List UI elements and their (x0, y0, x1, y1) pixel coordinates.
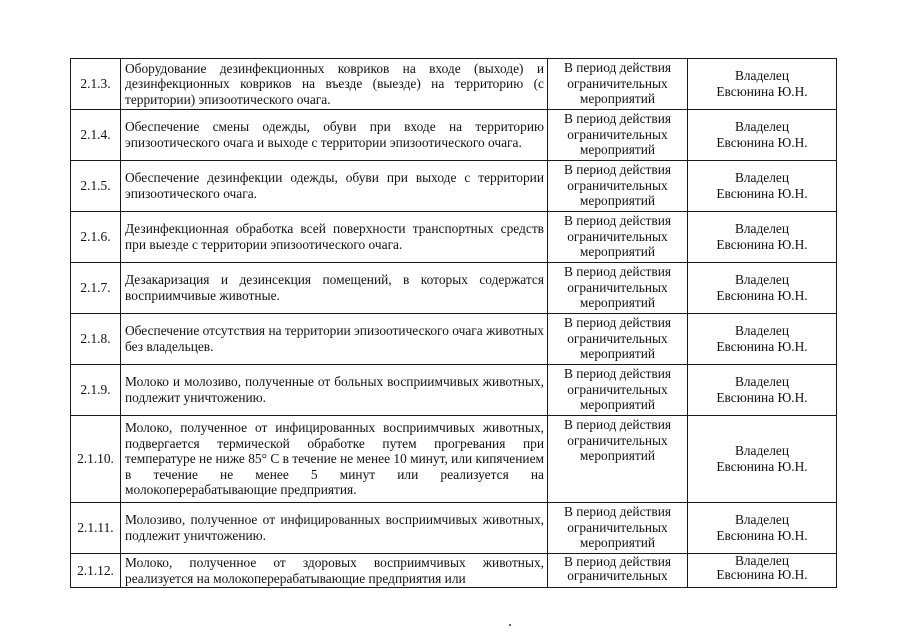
measure-description: Дезинфекционная обработка всей поверхности транспортных средств при выезде с территории эпизоотического очага. (121, 212, 548, 263)
row-number: 2.1.8. (71, 314, 121, 365)
period-line: ограничительных (567, 279, 668, 295)
period-line: ограничительных (567, 126, 668, 142)
measure-description: Молоко, полученное от инфицированных восприимчивых животных, подвергается термической обработке путем прогревания при температуре не ниже 85° С в течение не менее 10 минут, или кипячением в течение не менее 5 минут или реализуется на молокоперерабатывающие предприятия. (121, 416, 548, 503)
period-line: ограничительных (567, 330, 668, 346)
responsible-name: Евсюнина Ю.Н. (716, 528, 808, 543)
responsible-name: Евсюнина Ю.Н. (716, 459, 808, 474)
row-number: 2.1.4. (71, 110, 121, 161)
period-line: В период действия (563, 315, 672, 330)
period-line: В период действия (563, 162, 672, 177)
measure-description: Обеспечение отсутствия на территории эпизоотического очага животных без владельцев. (121, 314, 548, 365)
responsible-name: Евсюнина Ю.Н. (716, 84, 808, 99)
table-row (71, 314, 837, 365)
measure-description: Молоко, полученное от здоровых восприимчивых животных, реализуется на молокоперерабатывающие предприятия или (121, 554, 548, 588)
responsible-name: Евсюнина Ю.Н. (716, 567, 808, 583)
period-cell (548, 110, 688, 161)
row-number: 2.1.9. (71, 365, 121, 416)
responsible-cell (688, 263, 837, 314)
period-line: ограничительных (567, 519, 668, 535)
period-line: мероприятий (579, 346, 656, 362)
table-row (71, 110, 837, 161)
row-number: 2.1.12. (71, 554, 121, 588)
table-row (71, 503, 837, 554)
measures-table (70, 58, 837, 588)
row-number: 2.1.6. (71, 212, 121, 263)
responsible-cell (688, 365, 837, 416)
responsible-cell (688, 212, 837, 263)
table-row (71, 263, 837, 314)
row-number: 2.1.11. (71, 503, 121, 554)
responsible-cell (688, 503, 837, 554)
period-line: мероприятий (579, 448, 656, 464)
period-line: ограничительных (567, 228, 668, 244)
period-cell (548, 554, 688, 588)
responsible-role: Владелец (734, 323, 790, 339)
row-number: 2.1.7. (71, 263, 121, 314)
responsible-name: Евсюнина Ю.Н. (716, 390, 808, 405)
period-cell (548, 161, 688, 212)
measure-description: Обеспечение дезинфекции одежды, обуви при выходе с территории эпизоотического очага. (121, 161, 548, 212)
period-cell (548, 59, 688, 110)
period-line: В период действия (563, 60, 672, 75)
period-line: В период действия (563, 417, 672, 432)
row-number: 2.1.3. (71, 59, 121, 110)
responsible-role: Владелец (734, 553, 790, 568)
responsible-name: Евсюнина Ю.Н. (716, 186, 808, 201)
period-line: ограничительных (567, 568, 668, 584)
period-line: ограничительных (567, 432, 668, 448)
period-line: В период действия (563, 504, 672, 519)
period-line: мероприятий (579, 397, 656, 413)
period-cell (548, 503, 688, 554)
responsible-cell (688, 554, 837, 588)
period-cell (548, 263, 688, 314)
table-row (71, 161, 837, 212)
period-cell (548, 416, 688, 503)
table-row (71, 59, 837, 110)
responsible-cell (688, 161, 837, 212)
responsible-name: Евсюнина Ю.Н. (716, 339, 808, 354)
responsible-role: Владелец (734, 170, 790, 186)
measure-description: Молозиво, полученное от инфицированных восприимчивых животных, подлежит уничтожению. (121, 503, 548, 554)
responsible-role: Владелец (734, 68, 790, 84)
scan-speck (509, 624, 511, 626)
responsible-name: Евсюнина Ю.Н. (716, 135, 808, 150)
period-cell (548, 314, 688, 365)
period-line: мероприятий (579, 295, 656, 311)
period-line: мероприятий (579, 91, 656, 107)
measure-description: Дезакаризация и дезинсекция помещений, в которых содержатся восприимчивые животные. (121, 263, 548, 314)
period-line: В период действия (563, 554, 672, 569)
period-line: В период действия (563, 264, 672, 279)
period-line: ограничительных (567, 75, 668, 91)
responsible-role: Владелец (734, 374, 790, 390)
responsible-role: Владелец (734, 119, 790, 135)
row-number: 2.1.10. (71, 416, 121, 503)
row-number: 2.1.5. (71, 161, 121, 212)
responsible-role: Владелец (734, 443, 790, 459)
period-line: В период действия (563, 213, 672, 228)
period-line: мероприятий (579, 535, 656, 551)
period-line: В период действия (563, 366, 672, 381)
responsible-cell (688, 416, 837, 503)
period-cell (548, 212, 688, 263)
responsible-role: Владелец (734, 272, 790, 288)
table-row (71, 554, 837, 588)
responsible-cell (688, 314, 837, 365)
period-line: мероприятий (579, 142, 656, 158)
period-line: мероприятий (579, 244, 656, 260)
measure-description: Обеспечение смены одежды, обуви при входе на территорию эпизоотического очага и выходе с территории эпизоотического очага. (121, 110, 548, 161)
responsible-cell (688, 59, 837, 110)
table-row (71, 212, 837, 263)
measure-description: Молоко и молозиво, полученные от больных восприимчивых животных, подлежит уничтожению. (121, 365, 548, 416)
responsible-cell (688, 110, 837, 161)
period-line: В период действия (563, 111, 672, 126)
table-row (71, 416, 837, 503)
period-line: мероприятий (579, 193, 656, 209)
period-cell (548, 365, 688, 416)
responsible-role: Владелец (734, 512, 790, 528)
responsible-role: Владелец (734, 221, 790, 237)
period-line: ограничительных (567, 177, 668, 193)
measure-description: Оборудование дезинфекционных ковриков на входе (выходе) и дезинфекционных ковриков на въезде (выезде) на территорию (с территории) эпизоотического очага. (121, 59, 548, 110)
period-line: ограничительных (567, 381, 668, 397)
responsible-name: Евсюнина Ю.Н. (716, 237, 808, 252)
table-row (71, 365, 837, 416)
responsible-name: Евсюнина Ю.Н. (716, 288, 808, 303)
